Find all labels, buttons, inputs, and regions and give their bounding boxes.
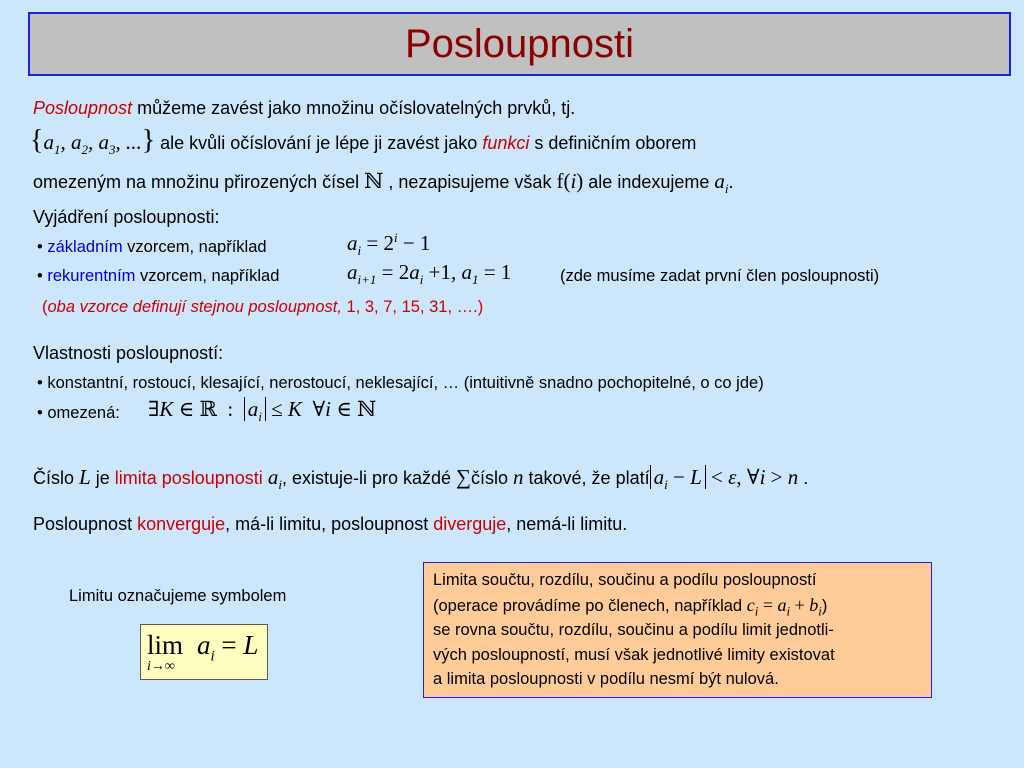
term-limita: limita posloupnosti [114,468,263,488]
ai-formula: $a_i$ [714,169,729,197]
term-konverguje: konverguje [137,514,226,534]
limit-formula: $a_i - L < \varepsilon$, ∀i > n [650,465,799,489]
sequence-set-formula: {$a_1$, $a_2$, $a_3$, ...} [30,125,156,158]
intro-line-2: {$a_1$, $a_2$, $a_3$, ...} ale kvůli očíslování je lépe ji zavést jako funkci s definičním oborem [30,125,697,158]
term-funkci: funkci [482,133,530,153]
same-sequence-note: (oba vzorce definují stejnou posloupnost, 1, 3, 7, 15, 31, ….) [42,298,484,316]
limit-definition: Číslo L je limita posloupnosti $a_i$, existuje-li pro každé ∑číslo n takové, že platí $a_i - L < \varepsilon$, ∀i > n . [33,465,809,493]
intro-line-1: Posloupnost můžeme zavést jako množinu očíslovatelných prvků, tj. [33,98,576,118]
basic-formula-line: • základním vzorcem, například [37,238,267,256]
limit-symbol-box [140,624,268,680]
limit-arithmetic-note: Limita součtu, rozdílu, součinu a podílu posloupností (operace provádíme po členech, například $c_i = a_i + b_i$) se rovna součtu, rozdílu, součinu a podílu limit jednotli- vých posloupností, musí však jednotlivé limity existovat a limita posloupnosti v podílu nesmí být nulová. [423,562,932,698]
expression-heading: Vyjádření posloupnosti: [33,207,220,227]
lim-word: lim [147,630,184,660]
page-title: Posloupnosti [404,21,635,66]
intro-line-3: omezeným na množinu přirozených čísel ℕ , nezapisujeme však f(i) ale indexujeme $a_i$. [33,169,734,197]
property-bounded: • omezená: [37,404,120,422]
ai-symbol: $a_i$ [267,465,282,493]
basic-formula: $a_i = 2^i - 1$ [347,230,431,259]
term-rekurentnim: rekurentním [47,267,136,285]
bounded-formula: ∃K ∈ ℝ : $a_i \le K$ ∀i ∈ ℕ [148,397,377,425]
term-diverguje: diverguje [433,514,507,534]
recursive-note: (zde musíme zadat první člen posloupnosti) [560,267,880,285]
recursive-formula-line: • rekurentním vzorcem, například [37,267,280,285]
naturals-symbol: ℕ [364,169,384,193]
convergence-line: Posloupnost konverguje, má-li limitu, posloupnost diverguje, nemá-li limitu. [33,514,628,534]
limit-L: L [79,465,91,489]
ci-formula: $c_i = a_i + b_i$ [746,594,822,619]
recursive-formula: $a_{i+1} = 2a_i +1$, $a_1 = 1$ [347,260,512,288]
n-symbol: n [513,465,524,489]
limit-symbol-caption: Limitu označujeme symbolem [69,587,287,605]
lim-expression: $a_i = L$ [197,630,259,665]
fi-formula: f(i) [556,169,584,193]
term-posloupnost: Posloupnost [33,98,133,118]
sigma-icon: ∑ [456,465,471,489]
property-monotonic: • konstantní, rostoucí, klesající, nerostoucí, neklesající, … (intuitivně snadno pochopitelné, o co jde) [37,374,764,392]
title-bar [28,12,1011,76]
term-zakladnim: základním [47,238,123,256]
properties-heading: Vlastnosti posloupností: [33,343,224,363]
lim-subscript: i→∞ [147,659,175,674]
